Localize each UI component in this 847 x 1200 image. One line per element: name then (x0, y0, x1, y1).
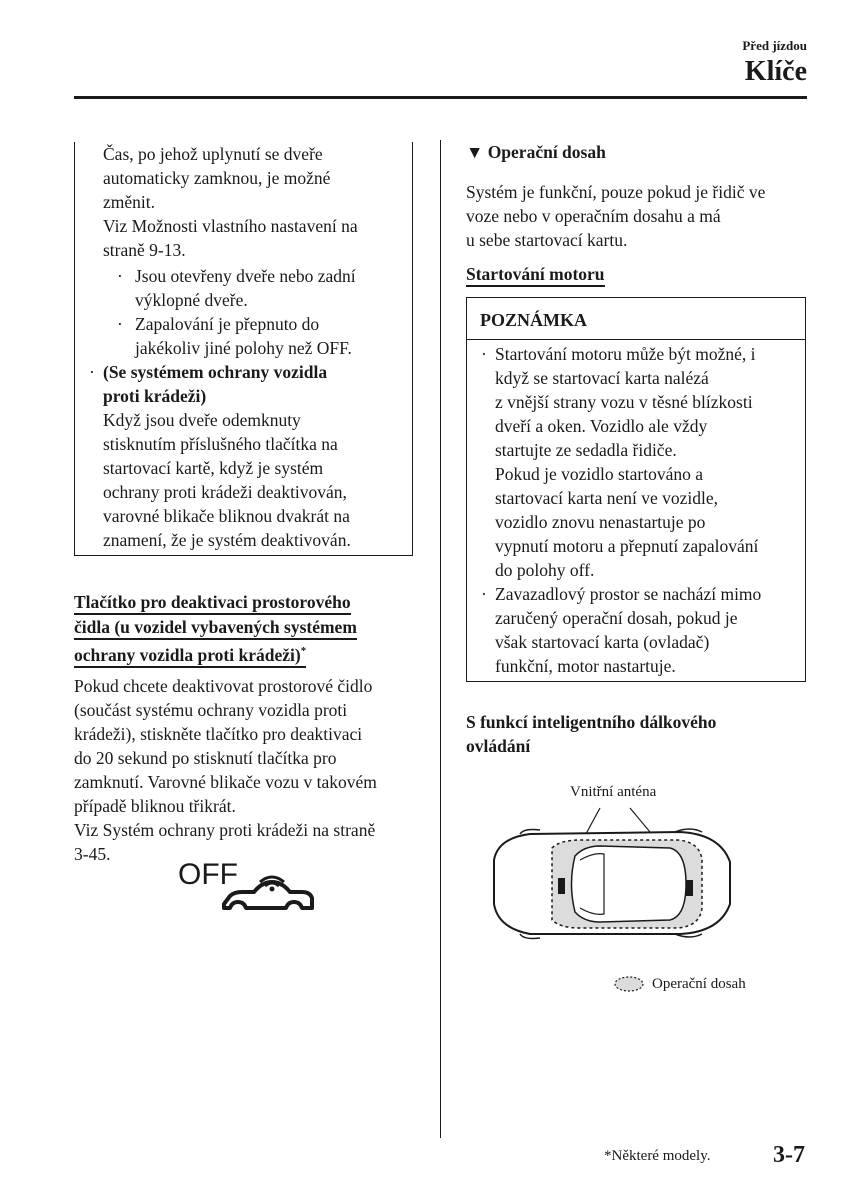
page-title: Klíče (744, 56, 807, 87)
list-item (117, 312, 402, 360)
text-line: startovací karta není ve vozidle, (495, 488, 719, 508)
column-divider (440, 140, 441, 1138)
heading-line: Startování motoru (466, 263, 605, 287)
footnote-mark: * (300, 645, 307, 657)
list-item (481, 342, 795, 582)
antenna-label: Vnitřní anténa (570, 784, 657, 800)
page-number: 3-7 (773, 1142, 805, 1168)
text-line: do 20 sekund po stisknutí tlačítka pro (74, 748, 337, 768)
text-line: zamknutí. Varovné blikače vozu v takovém (74, 772, 377, 792)
text-line: startujte ze sedadla řidiče. (495, 440, 677, 460)
heading-text: ochrany vozidla proti krádeži) (74, 644, 301, 665)
car-topview-diagram (480, 800, 740, 950)
text-line: varovné blikače bliknou dvakrát na (103, 506, 350, 526)
text-line: automaticky zamknou, je možné (103, 168, 331, 188)
list-item (117, 264, 402, 312)
section-body (74, 674, 419, 866)
text-line: znamení, že je systém deaktivován. (103, 530, 351, 550)
op-range-heading: ▼ Operační dosah (466, 142, 606, 162)
text-line: z vnější strany vozu v těsné blízkosti (495, 392, 753, 412)
legend-label: Operační dosah (652, 976, 746, 992)
car-sensor-icon (216, 866, 316, 920)
text-line: straně 9-13. (103, 240, 186, 260)
text-line: (součást systému ochrany vozidla proti (74, 700, 348, 720)
text-line: Pokud chcete deaktivovat prostorové čidlo (74, 676, 373, 696)
text-line: (Se systémem ochrany vozidla (103, 362, 328, 382)
text-line: zaručený operační dosah, pokud je (495, 608, 738, 628)
text-line: S funkcí inteligentního dálkového (466, 712, 717, 732)
text-line: do polohy off. (495, 560, 595, 580)
text-line: Zavazadlový prostor se nachází mimo (495, 584, 762, 604)
bullet-marker: · (481, 344, 487, 364)
heading-line: Tlačítko pro deaktivaci prostorového (74, 591, 351, 615)
text-line: ochrany proti krádeži deaktivován, (103, 482, 347, 502)
text-line: startovací kartě, když je systém (103, 458, 324, 478)
note-box (466, 297, 806, 682)
text-line: stisknutím příslušného tlačítka na (103, 434, 338, 454)
note-title: POZNÁMKA (467, 298, 805, 340)
list-item (481, 582, 795, 678)
text-line: krádeži), stiskněte tlačítko pro deaktivaci (74, 724, 363, 744)
header-rule (74, 96, 807, 99)
text-line: dveří a oken. Vozidlo ale vždy (495, 416, 708, 436)
text-line: Systém je funkční, pouze pokud je řidič ve (466, 182, 766, 202)
heading-line (74, 640, 306, 668)
bullet-marker: · (117, 314, 123, 334)
text-line: funkční, motor nastartuje. (495, 656, 676, 676)
text-line: Viz Systém ochrany proti krádeži na straně (74, 820, 376, 840)
start-engine-heading (466, 262, 605, 287)
text-line: Viz Možnosti vlastního nastavení na (103, 216, 358, 236)
text-line: výklopné dveře. (135, 290, 248, 310)
text-line: změnit. (103, 192, 155, 212)
op-range-body (466, 180, 811, 252)
note-body (481, 342, 795, 678)
footnote: *Některé modely. (604, 1148, 711, 1164)
off-label: OFF (178, 858, 238, 891)
text-line: jakékoliv jiné polohy než OFF. (135, 338, 352, 358)
text-line: Čas, po jehož uplynutí se dveře (103, 144, 323, 164)
text-line: vozidlo znovu nenastartuje po (495, 512, 706, 532)
section-heading (74, 590, 414, 668)
bullet-marker: · (89, 362, 95, 382)
text-line: Když jsou dveře odemknuty (103, 410, 301, 430)
antenna-rear-marker (686, 880, 693, 896)
text-line: Zapalování je přepnuto do (135, 314, 320, 334)
list-item (89, 360, 402, 552)
text-line: Startování motoru může být možné, i (495, 344, 756, 364)
continued-note-box (74, 142, 413, 556)
text-line: vypnutí motoru a přepnutí zapalování (495, 536, 759, 556)
text-line: ovládání (466, 736, 531, 756)
bullet-marker: · (481, 584, 487, 604)
smart-key-heading (466, 710, 716, 758)
text-line: proti krádeži) (103, 386, 207, 406)
text-line: případě bliknou třikrát. (74, 796, 236, 816)
heading-line: čidla (u vozidel vybavených systémem (74, 616, 357, 640)
operating-range-legend-icon (612, 974, 646, 994)
text-line: když se startovací karta nalézá (495, 368, 709, 388)
bullet-marker: · (117, 266, 123, 286)
section-title: Před jízdou (742, 38, 807, 53)
antenna-front-marker (558, 878, 565, 894)
text-line: Pokud je vozidlo startováno a (495, 464, 704, 484)
text-line: u sebe startovací kartu. (466, 230, 628, 250)
text-line: však startovací karta (ovladač) (495, 632, 710, 652)
text-line: Jsou otevřeny dveře nebo zadní (135, 266, 356, 286)
car-cabin (572, 846, 687, 922)
text-line: 3-45. (74, 844, 111, 864)
text-line: voze nebo v operačním dosahu a má (466, 206, 721, 226)
intrusion-sensor-off-icon (176, 856, 316, 920)
continued-note-text (89, 142, 402, 552)
